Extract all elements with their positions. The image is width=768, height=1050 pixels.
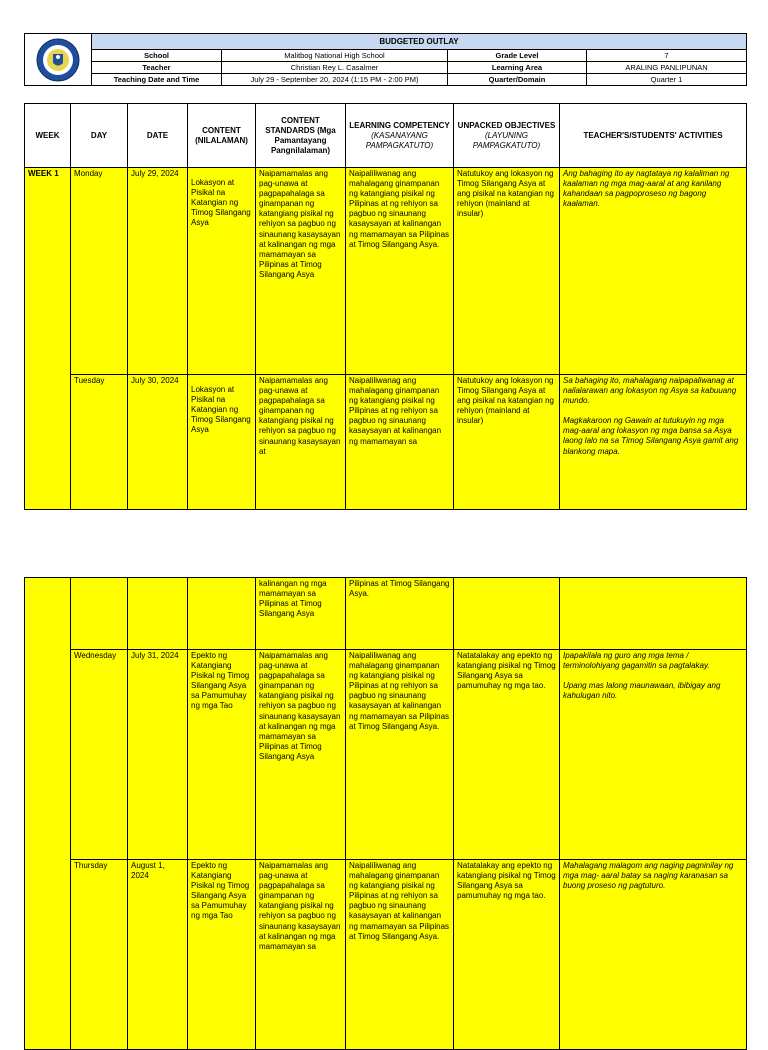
col-date: DATE [128,104,188,168]
day-cell: Tuesday [71,375,128,510]
col-standards: CONTENT STANDARDS (Mga Pamantayang Pangnilalaman) [256,104,346,168]
standard-cell: Naipamamalas ang pag-unawa at pagpapahalaga sa ginampanan ng katangiang pisikal ng rehiyon sa pagbuo ng sinaunang kasaysayan at kalinangan ng mga mamamayan sa Pilipinas at Timog Silangang Asya [256,168,346,375]
col-objectives-title: UNPACKED OBJECTIVES [457,120,556,130]
col-activities: TEACHER'S/STUDENTS' ACTIVITIES [560,104,747,168]
date-cell: July 30, 2024 [128,375,188,510]
column-header-row [25,104,747,168]
col-objectives [454,104,560,168]
seal-icon [31,38,85,82]
date-cell [128,578,188,650]
col-content: CONTENT (NILALAMAN) [188,104,256,168]
date-cell: July 31, 2024 [128,650,188,860]
col-objectives-sub: (LAYUNING PAMPAGKATUTO) [472,130,541,150]
standard-cell: Naipamamalas ang pag-unawa at pagpapahalaga sa ginampanan ng katangiang pisikal ng rehiyon sa pagbuo ng sinaunang kasaysayan at [256,375,346,510]
col-competency [346,104,454,168]
content-cell: Epekto ng Katangiang Pisikal ng Timog Silangang Asya sa Pamumuhay ng mga Tao [188,650,256,860]
content-cell: Epekto ng Katangiang Pisikal ng Timog Silangang Asya sa Pamumuhay ng mga Tao [188,860,256,1050]
col-competency-title: LEARNING COMPETENCY [349,120,450,130]
competency-cell: Naipaliliwanag ang mahalagang ginampanan ng katangiang pisikal ng Pilipinas at ng rehiyon sa pagbuo ng sinaunang kasaysayan at kalinangan ng mamamayan sa [346,375,454,510]
table-row [25,650,747,860]
activity-cell [560,578,747,650]
competency-cell: Pilipinas at Timog Silangang Asya. [346,578,454,650]
col-week: WEEK [25,104,71,168]
grade-label: Grade Level [448,50,587,62]
activity-cell: Ang bahaging ito ay nagtataya ng kalaliman ng kaalaman ng mga mag-aaral at ang kanilang kahandaan sa pagpoproseso ng bagong kaalaman. [560,168,747,375]
col-day: DAY [71,104,128,168]
standard-cell: Naipamamalas ang pag-unawa at pagpapahalaga sa ginampanan ng katangiang pisikal ng rehiyon sa pagbuo ng sinaunang kasaysayan at kalinangan ng mga mamamayan sa [256,860,346,1050]
objective-cell: Natutukoy ang lokasyon ng Timog Silangang Asya at ang pisikal na katangian ng rehiyon (mainland at insular) [454,375,560,510]
content-cell: Lokasyon at Pisikal na Katangian ng Timog Silangang Asya [188,168,256,375]
quarter-label: Quarter/Domain [448,74,587,86]
grade-value: 7 [587,50,747,62]
area-value: ARALING PANLIPUNAN [587,62,747,74]
school-value: Malitbog National High School [222,50,448,62]
activity-text: Upang mas lalong maunawaan, ibibigay ang kahulugan nito. [563,681,721,701]
date-cell: August 1, 2024 [128,860,188,1050]
quarter-value: Quarter 1 [587,74,747,86]
week-cell [25,578,71,1050]
activity-text: Sa bahaging ito, mahalagang naipapaliwanag at nailalarawan ang lokasyon ng Asya sa kabuuang mundo. [563,376,737,406]
activity-text: Magkakaroon ng Gawain at tutukuyin ng mga mag-aaral ang lokasyon ng mga bansa sa Asya laong lalo na sa Timog Silangang Asya gamit ang blankong mapa. [563,416,739,456]
content-cell: Lokasyon at Pisikal na Katangian ng Timog Silangang Asya [188,375,256,510]
document-title: BUDGETED OUTLAY [92,34,747,50]
day-cell: Thursday [71,860,128,1050]
competency-cell: Naipaliliwanag ang mahalagang ginampanan ng katangiang pisikal ng Pilipinas at ng rehiyon sa pagbuo ng sinaunang kasaysayan at kalinangan ng mamamayan sa Pilipinas at Timog Silangang Asya. [346,860,454,1050]
header-table [24,33,747,86]
competency-cell: Naipaliliwanag ang mahalagang ginampanan ng katangiang pisikal ng Pilipinas at ng rehiyon sa pagbuo ng sinaunang kasaysayan at kalinangan ng mamamayan sa Pilipinas at Timog Silangang Asya. [346,168,454,375]
competency-cell: Naipaliliwanag ang mahalagang ginampanan ng katangiang pisikal ng Pilipinas at ng rehiyon sa pagbuo ng sinaunang kasaysayan at kalinangan ng mamamayan sa Pilipinas at Timog Silangang Asya. [346,650,454,860]
day-cell [71,578,128,650]
week-cell: WEEK 1 [25,168,71,510]
objective-cell: Natatalakay ang epekto ng katangiang pisikal ng Timog Silangang Asya sa pamumuhay ng mga tao. [454,860,560,1050]
col-competency-sub: (KASANAYANG PAMPAGKATUTO) [365,130,434,150]
table-row [25,578,747,650]
objective-cell [454,578,560,650]
date-value: July 29 - September 20, 2024 (1:15 PM - 2:00 PM) [222,74,448,86]
table-row [25,168,747,375]
activity-cell [560,375,747,510]
date-label: Teaching Date and Time [92,74,222,86]
objective-cell: Natatalakay ang epekto ng katangiang pisikal ng Timog Silangang Asya sa pamumuhay ng mga tao. [454,650,560,860]
standard-cell: Naipamamalas ang pag-unawa at pagpapahalaga sa ginampanan ng katangiang pisikal ng rehiyon sa pagbuo ng sinaunang kasaysayan at kalinangan ng mga mamamayan sa Pilipinas at Timog Silangang Asya [256,650,346,860]
activity-cell: Mahalagang malagom ang naging pagninilay ng mga mag- aaral batay sa naging karanasan sa buong proseso ng pagtuturo. [560,860,747,1050]
activity-cell [560,650,747,860]
deped-seal [25,34,92,86]
area-label: Learning Area [448,62,587,74]
table-row [25,375,747,510]
date-cell: July 29, 2024 [128,168,188,375]
objective-cell: Natutukoy ang lokasyon ng Timog Silangang Asya at ang pisikal na katangian ng rehiyon (mainland at insular) [454,168,560,375]
content-cell [188,578,256,650]
teacher-value: Christian Rey L. Casalmer [222,62,448,74]
day-cell: Monday [71,168,128,375]
activity-text: Ipapakilala ng guro ang mga tema / terminolohiyang gagamitin sa pagtalakay. [563,651,710,671]
budget-table-continued [24,577,747,1050]
day-cell: Wednesday [71,650,128,860]
budget-table [24,103,747,510]
table-row [25,860,747,1050]
standard-cell: kalinangan ng mga mamamayan sa Pilipinas at Timog Silangang Asya [256,578,346,650]
school-label: School [92,50,222,62]
teacher-label: Teacher [92,62,222,74]
